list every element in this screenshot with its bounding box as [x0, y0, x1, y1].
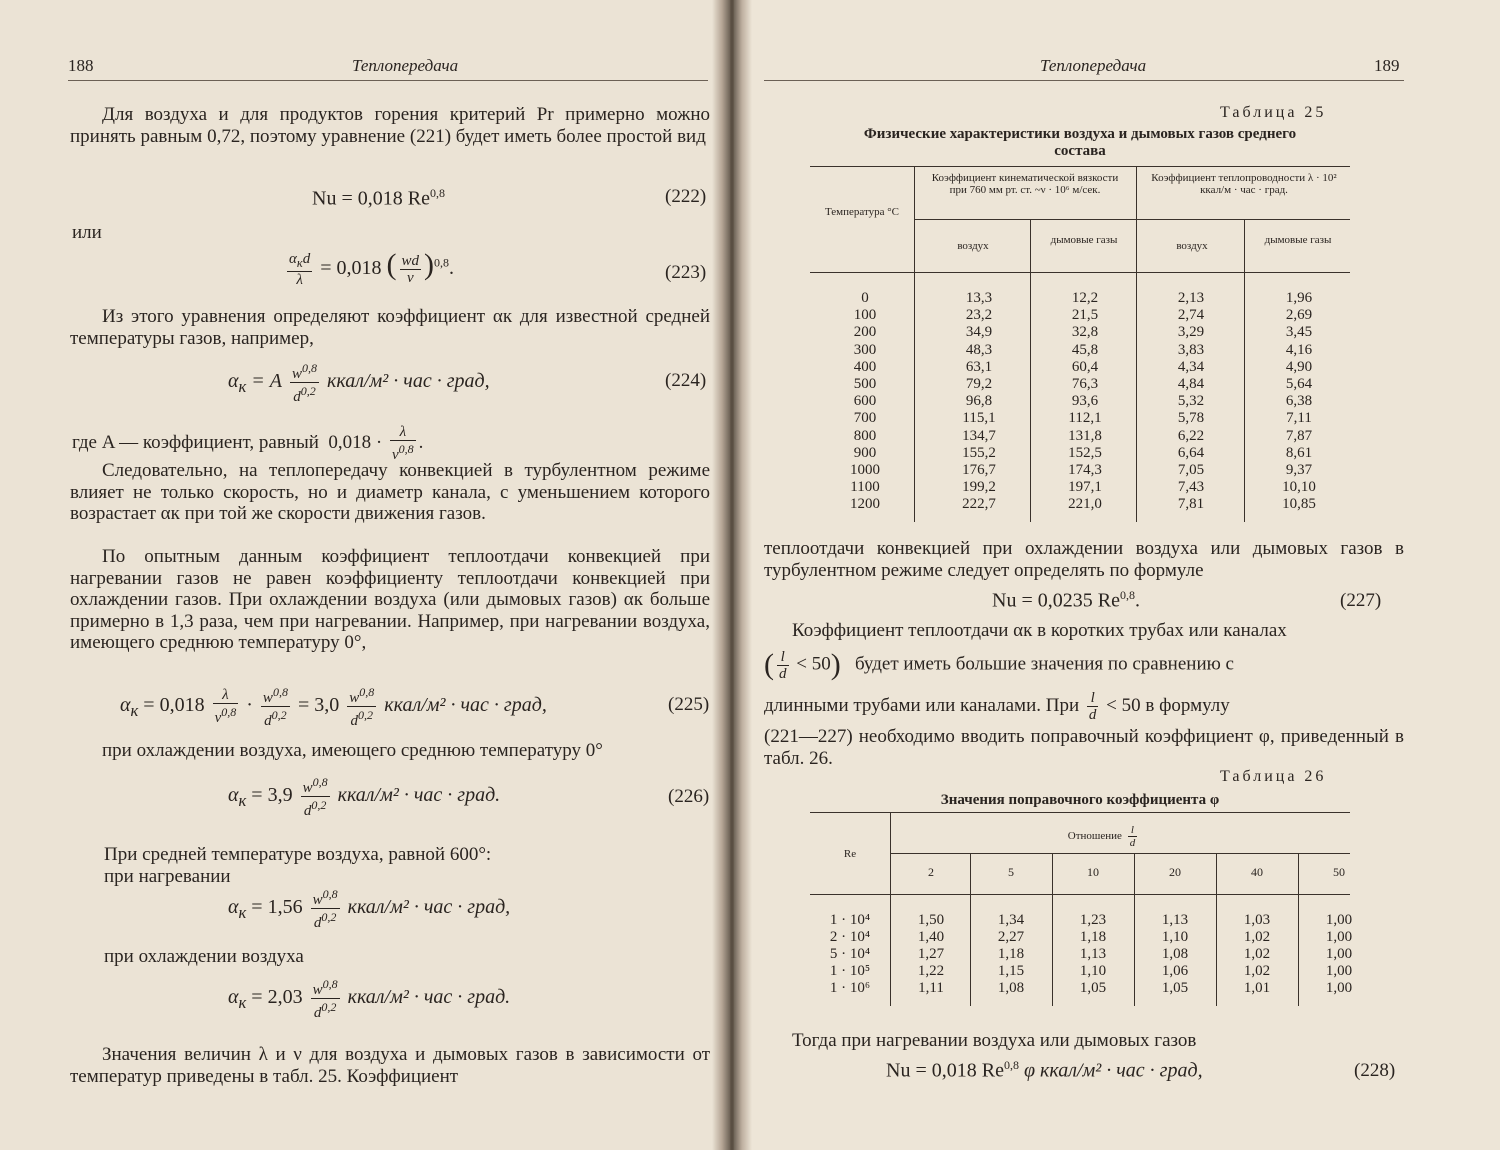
table-cell: 155,2 [962, 444, 996, 461]
table-cell: 93,6 [1071, 393, 1099, 410]
table-rule [914, 166, 915, 522]
equation-222: Nu = 0,018 Re$^{0,8}$ [312, 186, 445, 210]
table-cell: 5 · 10⁴ [829, 946, 871, 962]
table-cell: 1,05 [1079, 980, 1107, 996]
table-cell: 112,1 [1068, 410, 1102, 427]
text-line: Тогда при нагревании воздуха или дымовых газов [792, 1030, 1197, 1051]
table-cell: 8,61 [1285, 444, 1313, 461]
equation-number: (223) [665, 262, 707, 283]
header-air: воздух [957, 240, 989, 252]
table-rule [1298, 853, 1299, 1006]
table-cell: 6,22 [1177, 427, 1205, 444]
table-rule [890, 812, 891, 1006]
table-cell: 131,8 [1068, 427, 1102, 444]
table-cell: 6,64 [1177, 444, 1205, 461]
table-cell: 1,02 [1243, 929, 1271, 945]
table-cell: 5,32 [1177, 393, 1205, 410]
equation-number: (225) [668, 694, 710, 715]
table-cell: 4,90 [1285, 358, 1313, 375]
table-cell: 174,3 [1068, 462, 1102, 478]
table-cell: 10,85 [1282, 496, 1316, 513]
table-rule [1134, 853, 1135, 1006]
equation-number: (228) [1354, 1060, 1396, 1081]
table-cell: 4,16 [1285, 341, 1313, 358]
table-cell: 1,00 [1325, 980, 1353, 996]
equation-225: $\alpha_к = 0,018$ $\frac{\lambda}{\nu^{0,8}}$ · $\frac{w^{0,8}}{d^{0,2}}$ = 3,0 $\frac{w^{0,8}}{d^{0,2}}$ ккал/м² · час · град, [120, 685, 547, 729]
table-rule [1030, 219, 1031, 522]
header-air: воздух [1176, 240, 1208, 252]
table-rule [914, 219, 1350, 220]
table-cell: 60,4 [1071, 358, 1099, 375]
table-cell: 2,69 [1285, 307, 1313, 324]
paragraph: Значения величин λ и ν для воздуха и дымовых газов в зависимости от температур приведены в табл. 25. Коэффициент [70, 1044, 710, 1087]
table-cell: 1,13 [1161, 912, 1189, 928]
table-cell: 1,02 [1243, 946, 1271, 962]
table-rule [1244, 219, 1245, 522]
table-cell: 6,38 [1285, 393, 1313, 410]
table-cell: 12,2 [1071, 290, 1099, 306]
text-line: При средней температуре воздуха, равной 600°: [104, 844, 492, 865]
table-cell: 300 [853, 341, 877, 358]
header-rule-left [68, 80, 708, 81]
table-cell: 13,3 [965, 290, 993, 306]
table-cell: 1,34 [997, 912, 1025, 928]
paragraph: Следовательно, на теплопередачу конвекцией в турбулентном режиме влияет не только скорость, но и диаметр канала, с уменьшением которого возрастает αк при той же скорости движения газов. [70, 460, 710, 524]
page-number-right: 189 [1374, 56, 1400, 75]
table-rule [1136, 166, 1137, 522]
table-cell: 5,64 [1285, 376, 1313, 392]
equation-227: Nu = 0,0235 Re$^{0,8}$. [992, 588, 1140, 612]
table-cell: 221,0 [1068, 496, 1102, 513]
table-cell: 1,18 [1079, 929, 1107, 945]
table-caption: Таблица 25 [1220, 104, 1327, 121]
equation-cooling: $\alpha_к = 2,03$ $\frac{w^{0,8}}{d^{0,2}}$ ккал/м² · час · град. [228, 977, 511, 1021]
table-rule [1052, 853, 1053, 1006]
paragraph: Из этого уравнения определяют коэффициент αк для известной средней температуры газов, например, [70, 306, 710, 349]
table-cell: 222,7 [962, 496, 996, 513]
where-line: где A — коэффициент, равный 0,018 · $\frac{\lambda}{\nu^{0,8}}$ . [72, 424, 424, 463]
table-cell: 96,8 [965, 393, 993, 410]
table-cell: 152,5 [1068, 444, 1102, 461]
equation-224: $\alpha_к = A$ $\frac{w^{0,8}}{d^{0,2}}$ ккал/м² · час · град, [228, 361, 490, 405]
table-cell: 100 [853, 307, 877, 324]
table-cell: 200 [853, 324, 877, 341]
ratio-header: 2 [928, 865, 934, 879]
table-cell: 63,1 [965, 358, 993, 375]
table-cell: 1,11 [918, 980, 944, 996]
header-rule-right [764, 80, 1404, 81]
table-cell: 1,22 [917, 963, 945, 979]
table-cell: 1,13 [1079, 946, 1107, 962]
table-cell: 2,13 [1177, 290, 1205, 306]
table-cell: 9,37 [1285, 462, 1313, 478]
text-line: ( $\frac{l}{d}$ < 50) будет иметь большие значения по сравнению с [764, 648, 1234, 682]
table-rule [810, 272, 1350, 273]
header-ratio: Отношение $\frac{l}{d}$ [1067, 824, 1136, 849]
table-cell: 176,7 [962, 462, 996, 478]
or-text: или [72, 222, 102, 243]
ratio-header: 40 [1251, 865, 1263, 879]
table-cell: 23,2 [965, 307, 993, 324]
ratio-header: 5 [1008, 865, 1014, 879]
header-re: Re [843, 848, 857, 860]
table-cell: 1,00 [1325, 963, 1353, 979]
table-cell: 700 [853, 410, 877, 427]
running-head-right: Теплопередача [1040, 56, 1147, 75]
table-cell: 2,74 [1177, 307, 1205, 324]
table-cell: 1,05 [1161, 980, 1189, 996]
table-cell: 1,10 [1079, 963, 1107, 979]
table-cell: 3,45 [1285, 324, 1313, 341]
table-cell: 1,08 [1161, 946, 1189, 962]
table-cell: 500 [853, 376, 877, 392]
table-cell: 2 · 10⁴ [829, 929, 871, 945]
header-conductivity: Коэффициент теплопроводности λ · 10² ккал/м · час · град. [1151, 172, 1337, 196]
table-rule [810, 894, 1350, 895]
ratio-header: 10 [1087, 865, 1099, 879]
equation-number: (222) [665, 186, 707, 207]
table-cell: 48,3 [965, 341, 993, 358]
table-cell: 7,05 [1177, 462, 1205, 478]
table-cell: 4,84 [1177, 376, 1205, 392]
book-gutter [712, 0, 752, 1150]
ratio-header: 20 [1169, 865, 1181, 879]
table-cell: 1000 [850, 462, 880, 478]
table-cell: 1200 [850, 496, 880, 513]
table-cell: 79,2 [965, 376, 993, 392]
table-cell: 1,27 [917, 946, 945, 962]
table-cell: 1 · 10⁶ [829, 980, 871, 996]
running-head-left: Теплопередача [352, 56, 459, 75]
table-cell: 400 [853, 358, 877, 375]
equation-number: (226) [668, 786, 710, 807]
cooling-line: при охлаждении воздуха, имеющего среднюю температуру 0° [102, 740, 603, 761]
table-cell: 1,50 [917, 912, 945, 928]
table-cell: 1,18 [997, 946, 1025, 962]
table-cell: 1,40 [917, 929, 945, 945]
table-cell: 800 [853, 427, 877, 444]
table-title: Физические характеристики воздуха и дымовых газов среднего состава [863, 126, 1297, 159]
table-rule [1216, 853, 1217, 1006]
table-rule [810, 812, 1350, 813]
table-cell: 1,10 [1161, 929, 1189, 945]
table-cell: 1,00 [1325, 912, 1353, 928]
table-cell: 1,96 [1285, 290, 1313, 306]
table-cell: 0 [861, 290, 869, 306]
table-cell: 21,5 [1071, 307, 1099, 324]
table-cell: 5,78 [1177, 410, 1205, 427]
paragraph: (221—227) необходимо вводить поправочный коэффициент φ, приведенный в табл. 26. [764, 726, 1404, 769]
table-cell: 1,15 [997, 963, 1025, 979]
header-flue: дымовые газы [1050, 234, 1118, 246]
text-line: при охлаждении воздуха [104, 946, 304, 967]
text-line: при нагревании [104, 866, 231, 887]
page-number-left: 188 [68, 56, 94, 75]
table-cell: 7,81 [1177, 496, 1205, 513]
table-cell: 3,83 [1177, 341, 1205, 358]
ratio-header: 50 [1333, 865, 1345, 879]
paragraph: По опытным данным коэффициент теплоотдачи конвекцией при нагревании газов не равен коэффициенту теплоотдачи конвекцией при охлаждении газов. При охлаждении воздуха (или дымовых газов) αк больше примерно в 1,3 раза, чем при нагревании. Например, при нагревании воздуха, имеющего среднюю температуру 0°, [70, 546, 710, 653]
table-cell: 197,1 [1068, 479, 1102, 496]
table-cell: 32,8 [1071, 324, 1099, 341]
table-title: Значения поправочного коэффициента φ [940, 792, 1220, 808]
table-cell: 115,1 [962, 410, 996, 427]
table-cell: 1,00 [1325, 929, 1353, 945]
text-line: длинными трубами или каналами. При $\frac{l}{d}$ < 50 в формулу [764, 690, 1230, 723]
paragraph: теплоотдачи конвекцией при охлаждении воздуха или дымовых газов в турбулентном режиме следует определять по формуле [764, 538, 1404, 581]
text-line: Коэффициент теплоотдачи αк в коротких трубах или каналах [792, 620, 1287, 641]
table-cell: 7,87 [1285, 427, 1313, 444]
equation-223: $\frac{\alpha_кd}{\lambda}$ = 0,018 ( $\frac{wd}{\nu}$ )$^{0,8}$. [289, 248, 455, 288]
table-rule [970, 853, 971, 1006]
equation-number: (224) [665, 370, 707, 391]
table-cell: 600 [853, 393, 877, 410]
table-rule [890, 853, 1350, 854]
paragraph: Для воздуха и для продуктов горения критерий Pr примерно можно принять равным 0,72, поэтому уравнение (221) будет иметь более простой вид [70, 104, 710, 147]
table-cell: 10,10 [1282, 479, 1316, 496]
table-cell: 1,02 [1243, 963, 1271, 979]
table-cell: 1,00 [1325, 946, 1353, 962]
table-rule [810, 166, 1350, 167]
header-temperature: Температура °С [824, 206, 900, 218]
table-cell: 4,34 [1177, 358, 1205, 375]
table-cell: 34,9 [965, 324, 993, 341]
equation-226: $\alpha_к = 3,9$ $\frac{w^{0,8}}{d^{0,2}}$ ккал/м² · час · град. [228, 775, 501, 819]
left-page [0, 0, 730, 1150]
equation-number: (227) [1340, 590, 1382, 611]
table-cell: 7,11 [1286, 410, 1312, 427]
header-viscosity: Коэффициент кинематической вязкости при 760 мм рт. ст. ~ν · 10⁶ м/сек. [931, 172, 1119, 196]
table-cell: 7,43 [1177, 479, 1205, 496]
table-cell: 2,27 [997, 929, 1025, 945]
table-cell: 1,23 [1079, 912, 1107, 928]
table-cell: 1,03 [1243, 912, 1271, 928]
table-caption: Таблица 26 [1220, 768, 1327, 785]
table-cell: 1,08 [997, 980, 1025, 996]
equation-heating: $\alpha_к = 1,56$ $\frac{w^{0,8}}{d^{0,2}}$ ккал/м² · час · град, [228, 887, 511, 931]
table-cell: 45,8 [1071, 341, 1099, 358]
header-flue: дымовые газы [1264, 234, 1332, 246]
equation-228: Nu = 0,018 Re$^{0,8}$ φ ккал/м² · час · град, [886, 1058, 1203, 1082]
table-cell: 134,7 [962, 427, 996, 444]
table-cell: 900 [853, 444, 877, 461]
table-cell: 1,01 [1243, 980, 1271, 996]
table-cell: 3,29 [1177, 324, 1205, 341]
table-cell: 1 · 10⁵ [829, 963, 871, 979]
table-cell: 1 · 10⁴ [829, 912, 871, 928]
table-cell: 76,3 [1071, 376, 1099, 392]
table-cell: 1,06 [1161, 963, 1189, 979]
right-page [734, 0, 1500, 1150]
table-cell: 199,2 [962, 479, 996, 496]
table-cell: 1100 [850, 479, 880, 496]
